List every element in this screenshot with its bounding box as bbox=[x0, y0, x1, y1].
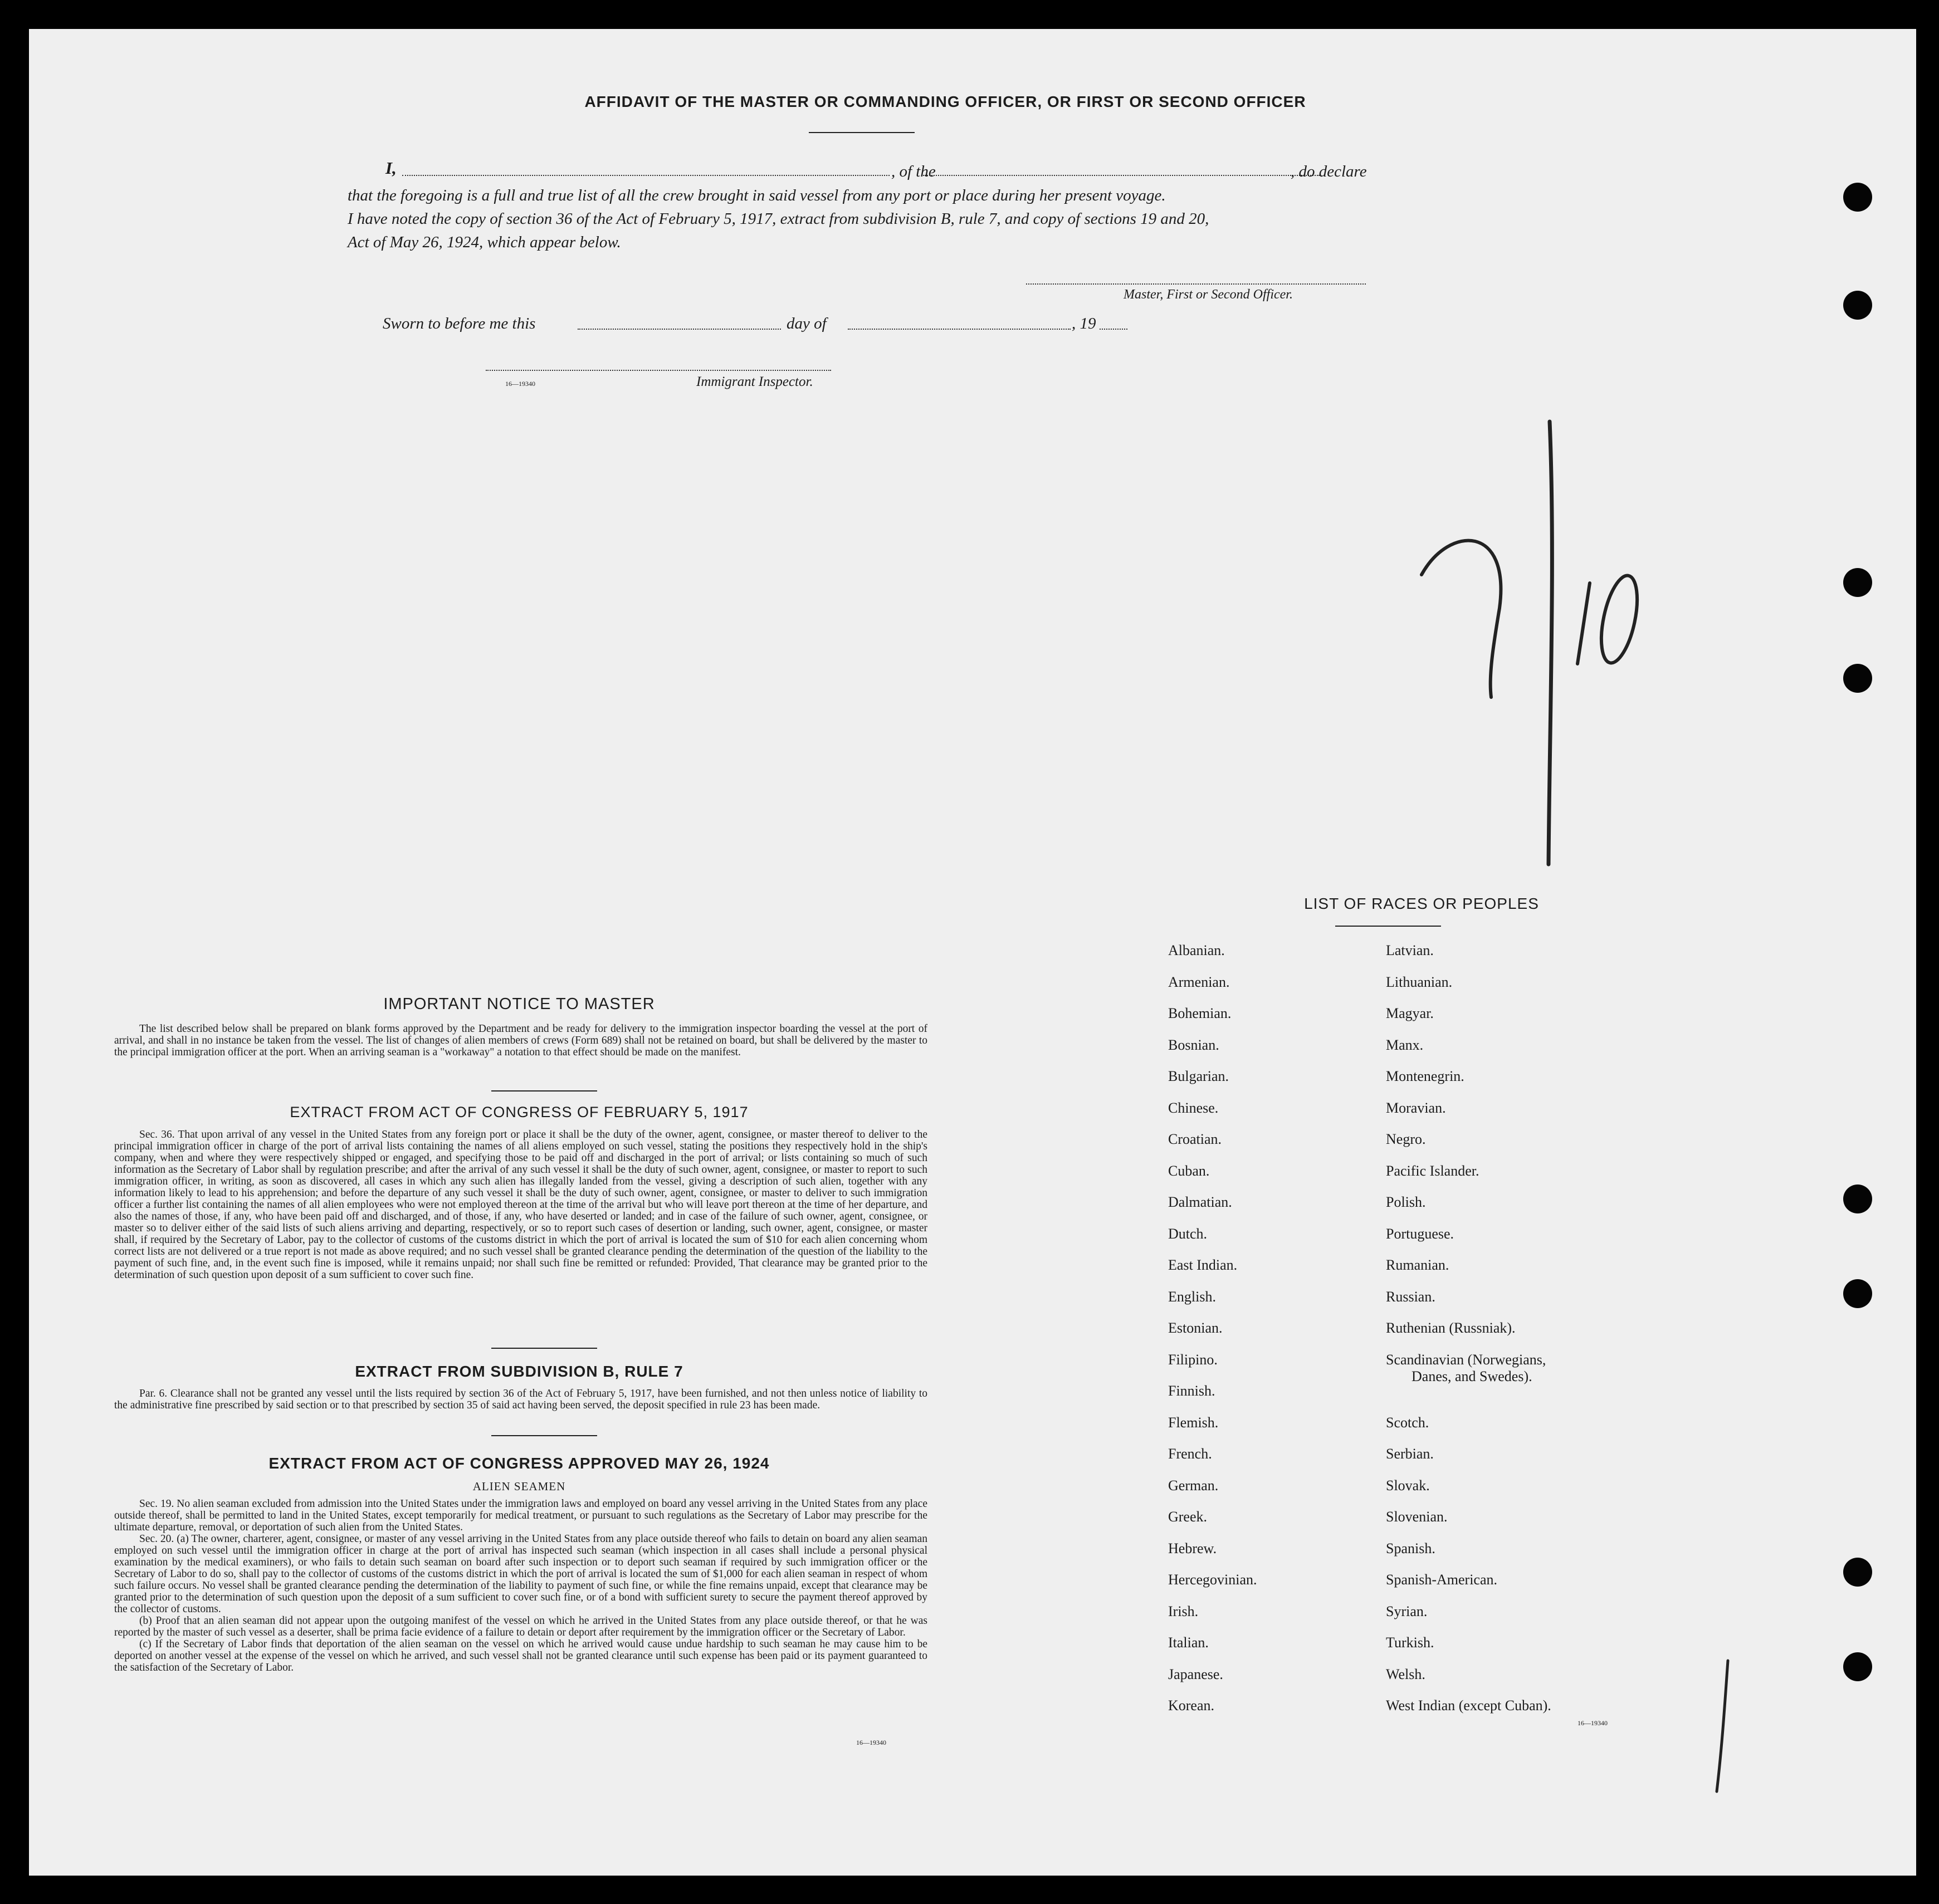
day-of-label: day of bbox=[787, 315, 827, 332]
race-item: French. bbox=[1168, 1446, 1212, 1462]
race-item: Irish. bbox=[1168, 1603, 1199, 1619]
race-item: East Indian. bbox=[1168, 1257, 1238, 1273]
section-20a-paragraph: Sec. 20. (a) The owner, charterer, agent, consignee, or master of any vessel arriving in the United States from any place outside thereof who fails to detain on board any alien seaman employed on such vessel until the immigration officer in charge at the port of arrival has inspected such seaman (which inspection in all cases shall include a personal physical examination by the medical examiners), or who fails to detain such seaman on board after such inspection or to deport such seaman if required by such immigration officer or the Secretary of Labor to do so, shall pay to the collector of customs of the customs district in which the port of arrival is located the sum of $1,000 for each alien seaman in respect of whom such failure occurs. No vessel shall be granted clearance pending the determination of the liability to payment of such fine, or while the fine remains unpaid, except that clearance may be granted prior to the determination of such question upon the deposit of a sum sufficient to cover such fine, or of a bond with sufficient surety to secure the payment thereof approved by the collector of customs. bbox=[114, 1533, 927, 1615]
race-item: Chinese. bbox=[1168, 1099, 1219, 1116]
affidavit-line-3: I have noted the copy of section 36 of the Act of February 5, 1917, extract from subdivision B, rule 7, and copy of sections 19 and 20, bbox=[348, 210, 1209, 228]
races-title: LIST OF RACES OR PEOPLES bbox=[1304, 895, 1539, 912]
race-item: Korean. bbox=[1168, 1697, 1215, 1714]
races-form-number: 16—19340 bbox=[1577, 1719, 1608, 1727]
race-item: Greek. bbox=[1168, 1509, 1208, 1525]
paragraph-6: Par. 6. Clearance shall not be granted any vessel until the lists required by section 36 of the Act of February 5, 1917, have been furnished, and not then unless notice of liability to the administrative fine prescribed by said section or to that prescribed by section 35 of said act having been served, the deposit specified in rule 23 has been made. bbox=[114, 1388, 927, 1411]
rule-7-title: EXTRACT FROM SUBDIVISION B, RULE 7 bbox=[355, 1363, 683, 1380]
race-item: West Indian (except Cuban). bbox=[1386, 1697, 1551, 1714]
extract-1917-text bbox=[114, 1129, 927, 1281]
section-19-paragraph: Sec. 19. No alien seaman excluded from admission into the United States under the immigration laws and employed on board any vessel arriving in the United States from any place outside thereof, shall be permitted to land in the United States, except temporarily for medical treatment, or pursuant to such regulations as the Secretary of Labor may prescribe for the ultimate departure, removal, or deportation of such alien from the United States. bbox=[114, 1498, 927, 1533]
binder-hole bbox=[1843, 183, 1872, 212]
race-item: Hebrew. bbox=[1168, 1540, 1217, 1557]
race-item: German. bbox=[1168, 1477, 1219, 1494]
binder-hole bbox=[1843, 664, 1872, 693]
race-item: Scandinavian (Norwegians, bbox=[1386, 1351, 1546, 1368]
race-item: Bosnian. bbox=[1168, 1036, 1219, 1053]
day-blank bbox=[578, 329, 781, 330]
affidavit-line-4: Act of May 26, 1924, which appear below. bbox=[348, 233, 621, 251]
race-item: Croatian. bbox=[1168, 1131, 1222, 1147]
alien-seamen-subtitle: ALIEN SEAMEN bbox=[472, 1480, 566, 1493]
race-item: Slovak. bbox=[1386, 1477, 1430, 1494]
binder-hole bbox=[1843, 568, 1872, 597]
race-item: Armenian. bbox=[1168, 973, 1230, 990]
race-item: Rumanian. bbox=[1386, 1257, 1449, 1273]
race-item: Albanian. bbox=[1168, 942, 1225, 958]
affidavit-form-number: 16—19340 bbox=[505, 380, 535, 388]
race-item: Lithuanian. bbox=[1386, 973, 1453, 990]
section-20b-paragraph: (b) Proof that an alien seaman did not appear upon the outgoing manifest of the vessel on which he arrived in the United States from any place outside thereof, or that he was reported by the master of such vessel as a deserter, shall be prima facie evidence of a failure to detain or deport after requirement by the immigration officer or the Secretary of Labor. bbox=[114, 1615, 927, 1638]
race-item: Slovenian. bbox=[1386, 1509, 1448, 1525]
document-page bbox=[29, 29, 1916, 1876]
race-item: Negro. bbox=[1386, 1131, 1426, 1147]
race-item: Pacific Islander. bbox=[1386, 1162, 1479, 1179]
race-item: Portuguese. bbox=[1386, 1225, 1454, 1242]
race-item: Estonian. bbox=[1168, 1320, 1223, 1336]
race-item-continued: Danes, and Swedes). bbox=[1411, 1368, 1532, 1384]
race-item: Spanish-American. bbox=[1386, 1572, 1498, 1588]
affidavit-title: AFFIDAVIT OF THE MASTER OR COMMANDING OFFICER, OR FIRST OR SECOND OFFICER bbox=[584, 93, 1306, 110]
race-item: Turkish. bbox=[1386, 1634, 1434, 1651]
inspector-blank bbox=[486, 370, 831, 371]
divider bbox=[491, 1090, 597, 1092]
binder-hole bbox=[1843, 1185, 1872, 1213]
signature-caption: Master, First or Second Officer. bbox=[1124, 287, 1293, 302]
notice-title: IMPORTANT NOTICE TO MASTER bbox=[383, 995, 655, 1013]
race-item: Latvian. bbox=[1386, 942, 1434, 958]
race-item: Flemish. bbox=[1168, 1414, 1219, 1431]
extract-1924-text bbox=[114, 1498, 927, 1673]
affidavit-do-declare-label: , do declare bbox=[1291, 163, 1367, 180]
races-divider bbox=[1335, 926, 1441, 927]
race-item: English. bbox=[1168, 1288, 1216, 1305]
race-item: Bohemian. bbox=[1168, 1005, 1232, 1021]
race-item: Finnish. bbox=[1168, 1383, 1215, 1399]
race-item: Dutch. bbox=[1168, 1225, 1208, 1242]
race-item: Italian. bbox=[1168, 1634, 1209, 1651]
race-item: Montenegrin. bbox=[1386, 1068, 1464, 1084]
race-item: Welsh. bbox=[1386, 1666, 1425, 1682]
binder-hole bbox=[1843, 1652, 1872, 1681]
race-item: Ruthenian (Russniak). bbox=[1386, 1320, 1516, 1336]
year-label: , 19 bbox=[1072, 315, 1096, 332]
margin-mark bbox=[1700, 1655, 1745, 1800]
title-divider bbox=[809, 132, 915, 133]
race-item: Japanese. bbox=[1168, 1666, 1223, 1682]
affidavit-i-label: I, bbox=[385, 158, 397, 178]
race-item: Hercegovinian. bbox=[1168, 1572, 1257, 1588]
rule-7-text bbox=[114, 1388, 927, 1411]
affidavit-of-the-label: , of the bbox=[891, 163, 936, 180]
handwritten-mark bbox=[1399, 385, 1745, 887]
binder-hole bbox=[1843, 1279, 1872, 1308]
section-36-paragraph: Sec. 36. That upon arrival of any vessel in the United States from any foreign port or place it shall be the duty of the owner, agent, consignee, or master thereof to deliver to the principal immigration officer in charge of the port of arrival lists containing the names of all aliens employed on such vessel, stating the positions they respectively hold in the ship's company, when and where they were respectively shipped or engaged, and specifying those to be paid off and discharged in the port of arrival; or lists containing so much of such information as the Secretary of Labor shall by regulation prescribe; and after the arrival of any such vessel it shall be the duty of such owner, agent, consignee, or master to report to such immigration officer, in writing, as soon as discovered, all cases in which any such alien has illegally landed from the vessel, giving a description of such alien, together with any information likely to lead to his apprehension; and before the departure of any such vessel it shall be the duty of such owner, agent, consignee, or master to deliver to such immigration officer a further list containing the names of all alien employees who were not employed thereon at the time of the arrival but who will leave port thereon at the time of her departure, and also the names of those, if any, who have been paid off and discharged, and of those, if any, who have deserted or landed; and in case of the failure of such owner, agent, consignee, or master so to deliver either of the said lists of such aliens arriving and departing, respectively, or so to report such cases of desertion or landing, such owner, agent, consignee, or master shall, if required by the Secretary of Labor, pay to the collector of customs of the customs district in which the port of arrival is located the sum of $10 for each alien concerning whom correct lists are not delivered or a true report is not made as above required; and no such vessel shall be granted clearance pending the determination of the question of the liability to the payment of such fine, and, in the event such fine is imposed, while it remains unpaid; nor shall such fine be remitted or refunded: Provided, That clearance may be granted prior to the determination of such question upon deposit of a sum sufficient to cover such fine. bbox=[114, 1129, 927, 1281]
race-item: Scotch. bbox=[1386, 1414, 1429, 1431]
race-item: Dalmatian. bbox=[1168, 1194, 1232, 1210]
sworn-label: Sworn to before me this bbox=[383, 315, 536, 332]
section-20c-paragraph: (c) If the Secretary of Labor finds that deportation of the alien seaman on the vessel on which he arrived would cause undue hardship to such seaman he may cause him to be deported on another vessel at the expense of the vessel on which he arrived, and such vessel shall not be granted clearance until such expense has been paid or its payment guaranteed to the satisfaction of the Secretary of Labor. bbox=[114, 1638, 927, 1673]
year-blank bbox=[1100, 329, 1127, 330]
race-item: Polish. bbox=[1386, 1194, 1426, 1210]
month-blank bbox=[848, 329, 1071, 330]
vessel-blank bbox=[923, 175, 1320, 176]
divider bbox=[491, 1435, 597, 1436]
extract-form-number: 16—19340 bbox=[856, 1739, 886, 1746]
race-item: Magyar. bbox=[1386, 1005, 1434, 1021]
race-item: Syrian. bbox=[1386, 1603, 1428, 1619]
race-item: Moravian. bbox=[1386, 1099, 1446, 1116]
binder-hole bbox=[1843, 291, 1872, 320]
notice-paragraph: The list described below shall be prepared on blank forms approved by the Department and be ready for delivery to the immigration inspector boarding the vessel at the port of arrival, and shall in no instance be taken from the vessel. The list of changes of alien members of crews (Form 689) shall not be retained on board, but shall be delivered by the master to the principal immigration officer at the port. When an arriving seaman is a "workaway" a notation to that effect should be made on the manifest. bbox=[114, 1023, 927, 1058]
extract-1917-title: EXTRACT FROM ACT OF CONGRESS OF FEBRUARY 5, 1917 bbox=[290, 1104, 749, 1120]
extract-1924-title: EXTRACT FROM ACT OF CONGRESS APPROVED MAY 26, 1924 bbox=[268, 1455, 770, 1472]
race-item: Russian. bbox=[1386, 1288, 1435, 1305]
inspector-caption: Immigrant Inspector. bbox=[696, 374, 813, 389]
race-item: Bulgarian. bbox=[1168, 1068, 1229, 1084]
race-item: Filipino. bbox=[1168, 1351, 1218, 1368]
signature-blank bbox=[1026, 283, 1366, 285]
name-blank bbox=[402, 175, 890, 176]
binder-hole bbox=[1843, 1558, 1872, 1587]
race-item: Serbian. bbox=[1386, 1446, 1434, 1462]
affidavit-line-2: that the foregoing is a full and true list of all the crew brought in said vessel from any port or place during her present voyage. bbox=[348, 187, 1166, 204]
race-item: Manx. bbox=[1386, 1036, 1424, 1053]
race-item: Cuban. bbox=[1168, 1162, 1210, 1179]
notice-text bbox=[114, 1023, 927, 1058]
divider bbox=[491, 1348, 597, 1349]
race-item: Spanish. bbox=[1386, 1540, 1435, 1557]
